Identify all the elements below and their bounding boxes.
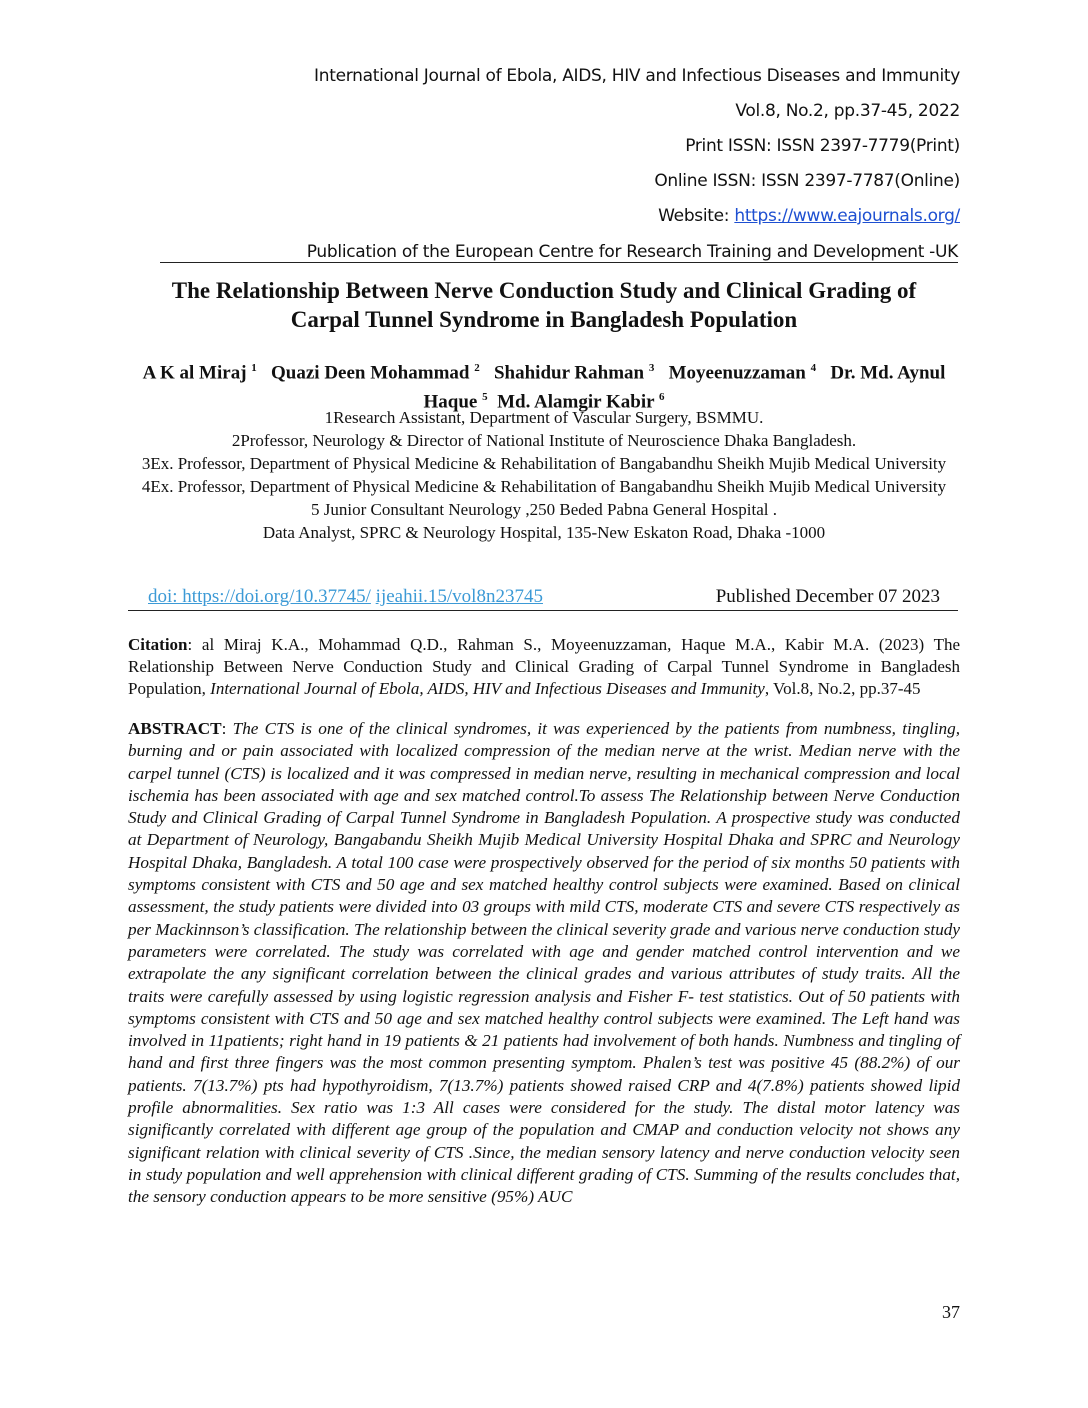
author-3: Shahidur Rahman: [493, 362, 645, 384]
abstract-text: The CTS is one of the clinical syndromes, it was experienced by the patients from numbness, tingling, burning and or pain associated with localized compression of the median nerve at the wrist. Median nerve with the carpel tunnel (CTS) is localized and it was compressed in median nerve, resulting in mechanical compression and local ischemia has been associated with age and sex matched control.To assess The Relationship between Nerve Conduction Study and Clinical Grading of Carpal Tunnel Syndrome in Bangladesh Population. A prospective study was conducted at Department of Neurology, Bangabandu Sheikh Mujib Medical University Hospital Dhaka and SPRC and Neurology Hospital Dhaka, Bangladesh. A total 100 case were prospectively observed for the period of six months 50 patients with symptoms consistent with CTS and 50 age and sex matched healthy control subjects were examined. Based on clinical assessment, the study patients were divided into 03 groups with mild CTS, moderate CTS and severe CTS respectively as per Mackinnson’s classification. The relationship between the clinical severity grade and various nerve conduction study parameters were correlated. The study was correlated with age and gender matched control intervention and we extrapolate the any significant correlation between the clinical grades and various attributes of study traits. All the traits were carefully assessed by using logistic regression analysis and Fisher F- test statistics. Out of 50 patients with symptoms consistent with CTS and 50 age and sex matched healthy control subjects were examined. The Left hand was involved in 11patients; right hand in 19 patients & 21 patients had involvement of both hands. Numbness and tingling of hand and first three fingers was the most common presenting symptom. Phalen’s test was positive 45 (88.2%) of our patients. 7(13.7%) pts had hypothyroidism, 7(13.7%) patients showed raised CRP and 4(7.8%) patients showed lipid profile abnormalities. Sex ratio was 1:3 All cases were considered for the study. The distal motor latency was significantly correlated with different age group of the population and CMAP and conduction velocity not shows any significant relation with clinical severity of CTS .Since, the median sensory latency and nerve conduction velocity seen in study population and well apprehension with clinical different grading of CTS. Summing of the results concludes that, the sensory conduction appears to be more sensitive (95%) AUC: [128, 719, 961, 1207]
author-6-sup: 6: [658, 391, 665, 404]
doi-link[interactable]: [148, 586, 543, 608]
paper-title: [128, 276, 960, 334]
author-5-sup: 5: [482, 391, 488, 404]
abstract-label: ABSTRACT: [128, 719, 222, 738]
citation-text-2: , Vol.8, No.2, pp.37-45: [764, 679, 921, 698]
author-3-sup: 3: [648, 362, 655, 374]
print-issn: Print ISSN: ISSN 2397-7779(Print): [685, 136, 960, 156]
author-1-sup: 1: [251, 362, 257, 374]
affiliation-5: 5 Junior Consultant Neurology ,250 Beded Pabna General Hospital .: [310, 500, 777, 519]
doi-part-1[interactable]: doi: https://doi.org/10.37745/: [148, 586, 371, 607]
author-1: A K al Miraj: [142, 362, 247, 384]
citation-label: Citation: [128, 635, 188, 654]
affiliation-1: 1Research Assistant, Department of Vascular Surgery, BSMMU.: [324, 408, 764, 427]
abstract: ABSTRACT: The CTS is one of the clinical syndromes, it was experienced by the patients from numbness, tingling, burning and or pain associated with localized compression of the median nerve at the wrist. Median nerve with the carpel tunnel (CTS) is localized and it was compressed in median nerve, resulting in mechanical compression and local ischemia has been associated with age and sex matched control.To assess The Relationship between Nerve Conduction Study and Clinical Grading of Carpal Tunnel Syndrome in Bangladesh Population. A prospective study was conducted at Department of Neurology, Bangabandu Sheikh Mujib Medical University Hospital Dhaka and SPRC and Neurology Hospital Dhaka, Bangladesh. A total 100 case were prospectively observed for the period of six months 50 patients with symptoms consistent with CTS and 50 age and sex matched healthy control subjects were examined. Based on clinical assessment, the study patients were divided into 03 groups with mild CTS, moderate CTS and severe CTS respectively as per Mackinnson’s classification. The relationship between the clinical severity grade and various nerve conduction study parameters were correlated. The study was correlated with age and gender matched control intervention and we extrapolate the any significant correlation between the clinical grades and various attributes of study traits. All the traits were carefully assessed by using logistic regression analysis and Fisher F- test statistics. Out of 50 patients with symptoms consistent with CTS and 50 age and sex matched healthy control subjects were examined. The Left hand was involved in 11patients; right hand in 19 patients & 21 patients had involvement of both hands. Numbness and tingling of hand and first three fingers was the most common presenting symptom. Phalen’s test was positive 45 (88.2%) of our patients. 7(13.7%) pts had hypothyroidism, 7(13.7%) patients showed raised CRP and 4(7.8%) patients showed lipid profile abnormalities. Sex ratio was 1:3 All cases were considered for the study. The distal motor latency was significantly correlated with different age group of the population and CMAP and conduction velocity not shows any significant relation with clinical severity of CTS .Since, the median sensory latency and nerve conduction velocity seen in study population and well apprehension with clinical different grading of CTS. Summing of the results concludes that, the sensory conduction appears to be more sensitive (95%) AUC: [128, 719, 961, 1207]
author-2-sup: 2: [474, 362, 480, 374]
author-6: Md. Alamgir Kabir: [497, 391, 655, 413]
title-line-2: Carpal Tunnel Syndrome in Bangladesh Population: [290, 307, 798, 332]
citation-text-1: : al Miraj K.A., Mohammad Q.D., Rahman S., Moyeenuzzaman, Haque M.A., Kabir M.A. (2023) The Relationship Between Nerve Conduction Study and Clinical Grading of Carpal Tunnel Syndrome in Bangladesh Population,: [128, 635, 960, 698]
author-4: Moyeenuzzaman: [668, 362, 806, 384]
author-2: Quazi Deen Mohammad: [271, 362, 470, 384]
affiliation-4: 4Ex. Professor, Department of Physical Medicine & Rehabilitation of Bangabandhu Sheikh Mujib Medical University: [141, 477, 947, 496]
page-number: 37: [942, 1302, 960, 1322]
title-line-1: The Relationship Between Nerve Conduction Study and Clinical Grading of: [171, 278, 917, 303]
doi-part-2[interactable]: ijeahii.15/vol8n23745: [375, 586, 543, 607]
affiliations: [128, 406, 960, 544]
affiliation-2: 2Professor, Neurology & Director of National Institute of Neuroscience Dhaka Bangladesh.: [231, 431, 857, 450]
publisher-line: Publication of the European Centre for Research Training and Development -UK: [306, 242, 958, 262]
author-5: Dr. Md. Aynul Haque: [423, 362, 946, 413]
website-link[interactable]: https://www.eajournals.org/: [734, 206, 960, 226]
citation-journal: International Journal of Ebola, AIDS, HIV and Infectious Diseases and Immunity: [210, 679, 765, 698]
author-4-sup: 4: [810, 362, 817, 374]
doi-line: [128, 586, 958, 611]
website-line: [658, 206, 960, 226]
online-issn: Online ISSN: ISSN 2397-7787(Online): [654, 171, 960, 191]
published-date: Published December 07 2023: [715, 586, 940, 607]
affiliation-6: Data Analyst, SPRC & Neurology Hospital, 135-New Eskaton Road, Dhaka -1000: [262, 523, 826, 542]
citation: [128, 634, 960, 700]
website-label: Website:: [658, 206, 735, 226]
journal-name: International Journal of Ebola, AIDS, HIV and Infectious Diseases and Immunity: [314, 66, 960, 86]
header-divider: [160, 262, 958, 263]
volume-info: Vol.8, No.2, pp.37-45, 2022: [735, 101, 960, 121]
affiliation-3: 3Ex. Professor, Department of Physical Medicine & Rehabilitation of Bangabandhu Sheikh Mujib Medical University: [141, 454, 947, 473]
